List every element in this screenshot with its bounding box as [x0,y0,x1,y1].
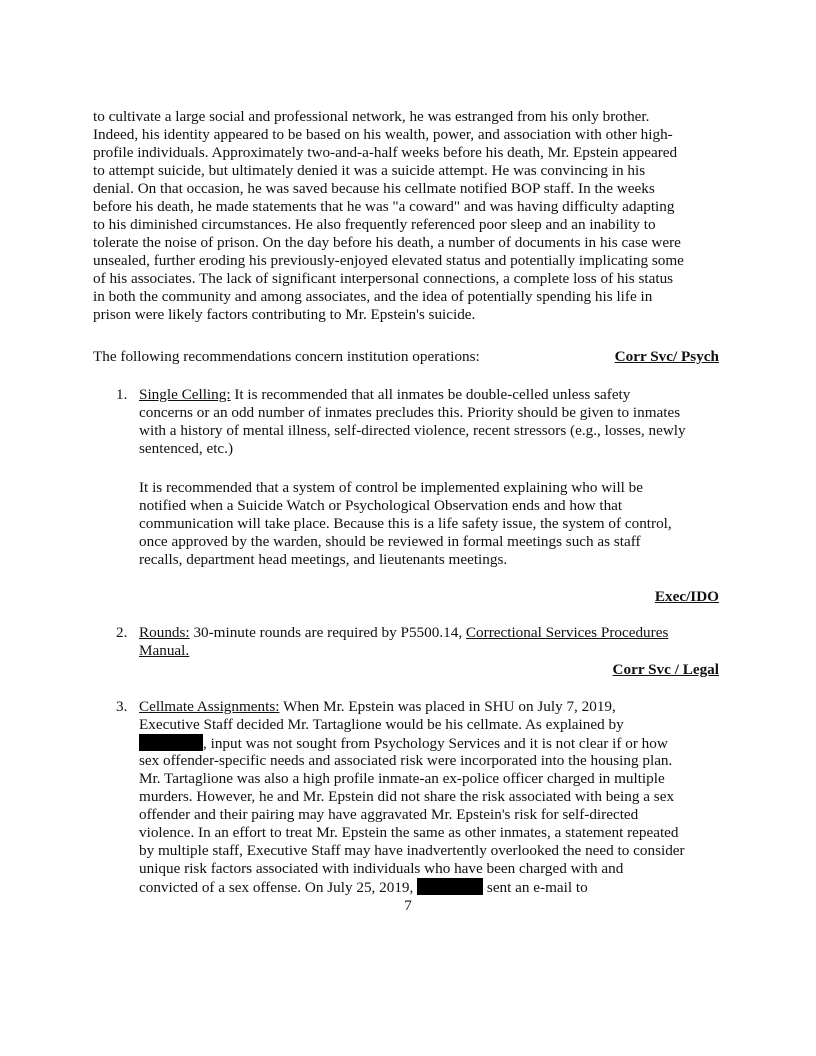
text-line: concerns or an odd number of inmates precludes this. Priority should be given to inmates [139,404,681,421]
text-fragment: convicted of a sex offense. On July 25, 2019, [139,879,418,896]
text-fragment: It is recommended that all inmates be double-celled unless safety [230,386,631,403]
item-heading: Rounds: [139,624,190,641]
text-line [139,386,630,404]
text-line: denial. On that occasion, he was saved because his cellmate notified BOP staff. In the weeks [93,180,655,197]
text-line: Mr. Tartaglione was also a high profile inmate-an ex-police officer charged in multiple [139,770,665,787]
text-line: in both the community and among associates, and the idea of potentially spending his life in [93,288,653,305]
text-line: to cultivate a large social and professional network, he was estranged from his only brother. [93,108,650,125]
text-fragment: , input was not sought from Psychology Services and it is not clear if or how [203,735,668,752]
item-number: 1. [116,386,128,403]
text-line: prison were likely factors contributing to Mr. Epstein's suicide. [93,306,476,323]
text-line: with a history of mental illness, self-directed violence, recent stressors (e.g., losses, newly [139,422,686,439]
text-line: recalls, department head meetings, and lieutenants meetings. [139,551,508,568]
manual-title: Manual. [139,642,190,659]
text-fragment: When Mr. Epstein was placed in SHU on July 7, 2019, [279,698,616,715]
text-fragment: 30-minute rounds are required by P5500.14, [189,624,466,641]
department-tag: Exec/IDO [654,588,719,605]
text-line [139,878,588,897]
text-line [139,734,668,753]
text-line: profile individuals. Approximately two-and-a-half weeks before his death, Mr. Epstein appeared [93,144,678,161]
text-line: of his associates. The lack of significant interpersonal connections, a complete loss of his status [93,270,674,287]
text-fragment: sent an e-mail to [483,879,588,896]
text-line: offender and their pairing may have aggravated Mr. Epstein's risk for self-directed [139,806,639,823]
text-line: before his death, he made statements that he was "a coward" and was having difficulty adapting [93,198,675,215]
text-line: to his diminished circumstances. He also frequently referenced poor sleep and an inability to [93,216,656,233]
text-line: communication will take place. Because this is a life safety issue, the system of control, [139,515,672,532]
item-heading: Cellmate Assignments: [139,698,280,715]
department-tag: Corr Svc/ Psych [614,348,719,365]
text-line: unsealed, further eroding his previously-enjoyed elevated status and potentially implicating some [93,252,684,269]
text-line: Executive Staff decided Mr. Tartaglione would be his cellmate. As explained by [139,716,624,733]
text-line: Indeed, his identity appeared to be based on his wealth, power, and association with other high- [93,126,673,143]
item-number: 3. [116,698,128,715]
text-line: tolerate the noise of prison. On the day before his death, a number of documents in his case were [93,234,681,251]
recommendations-intro: The following recommendations concern institution operations: [93,348,480,365]
text-line: once approved by the warden, should be reviewed in formal meetings such as staff [139,533,641,550]
item-heading: Single Celling: [139,386,231,403]
text-line: murders. However, he and Mr. Epstein did not share the risk associated with being a sex [139,788,675,805]
text-line: It is recommended that a system of control be implemented explaining who will be [139,479,644,496]
text-line: notified when a Suicide Watch or Psychological Observation ends and how that [139,497,623,514]
text-line [139,624,668,642]
text-line: violence. In an effort to treat Mr. Epstein the same as other inmates, a statement repeated [139,824,679,841]
text-line: to attempt suicide, but ultimately denied it was a suicide attempt. He was convincing in his [93,162,646,179]
redaction-block [417,878,483,895]
text-line [139,642,189,660]
text-line [139,698,616,716]
department-tag: Corr Svc / Legal [612,661,719,678]
text-line: sentenced, etc.) [139,440,234,457]
text-line: sex offender-specific needs and associated risk were incorporated into the housing plan. [139,752,673,769]
manual-title: Correctional Services Procedures [465,624,669,641]
item-number: 2. [116,624,128,641]
redaction-block [139,734,203,751]
page-number: 7 [404,897,412,914]
text-line: unique risk factors associated with individuals who have been charged with and [139,860,624,877]
text-line: by multiple staff, Executive Staff may have inadvertently overlooked the need to consider [139,842,685,859]
